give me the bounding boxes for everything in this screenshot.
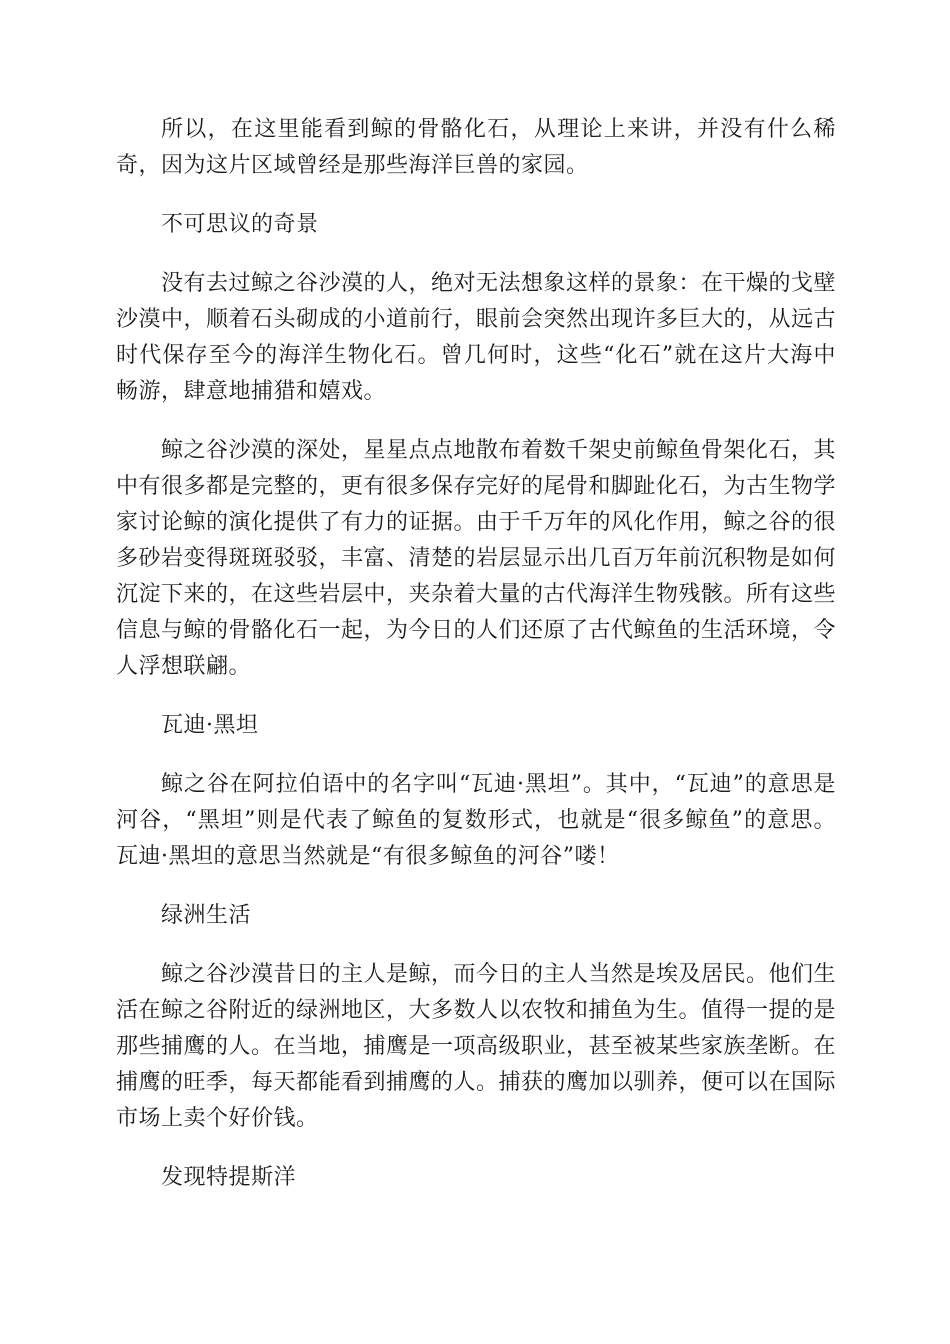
- section-heading-tethys: 发现特提斯洋: [161, 1165, 297, 1190]
- section-heading-oasis-life: 绿洲生活: [161, 903, 252, 928]
- paragraph-fossil-rationale: 所以，在这里能看到鲸的骨骼化石，从理论上来讲，并没有什么稀奇，因为这片区域曾经是那些海洋巨兽的家园。: [116, 117, 836, 178]
- section-heading-wadi-hitan: 瓦迪·黑坦: [161, 713, 259, 738]
- paragraph-name-meaning: 鲸之谷在阿拉伯语中的名字叫“瓦迪·黑坦”。其中，“瓦迪”的意思是河谷，“黑坦”则是代表了鲸鱼的复数形式，也就是“很多鲸鱼”的意思。瓦迪·黑坦的意思当然就是“有很多鲸鱼的河谷”喽！: [116, 772, 836, 869]
- paragraph-desert-scene: 没有去过鲸之谷沙漠的人，绝对无法想象这样的景象：在干燥的戈壁沙漠中，顺着石头砌成的小道前行，眼前会突然出现许多巨大的，从远古时代保存至今的海洋生物化石。曾几何时，这些“化石”就在这片大海中畅游，肆意地捕猎和嬉戏。: [116, 271, 837, 404]
- paragraph-skeleton-fossils: 鲸之谷沙漠的深处，星星点点地散布着数千架史前鲸鱼骨架化石，其中有很多都是完整的，更有很多保存完好的尾骨和脚趾化石，为古生物学家讨论鲸的演化提供了有力的证据。由于千万年的风化作用，鲸之谷的很多砂岩变得斑斑驳驳，丰富、清楚的岩层显示出几百万年前沉积物是如何沉淀下来的，在这些岩层中，夹杂着大量的古代海洋生物残骸。所有这些信息与鲸的骨骼化石一起，为今日的人们还原了古代鲸鱼的生活环境，令人浮想联翩。: [116, 438, 837, 679]
- paragraph-residents: 鲸之谷沙漠昔日的主人是鲸，而今日的主人当然是埃及居民。他们生活在鲸之谷附近的绿洲地区，大多数人以农牧和捕鱼为生。值得一提的是那些捕鹰的人。在当地，捕鹰是一项高级职业，甚至被某些家族垄断。在捕鹰的旺季，每天都能看到捕鹰的人。捕获的鹰加以驯养，便可以在国际市场上卖个好价钱。: [116, 962, 837, 1131]
- document-page: [116, 112, 836, 1219]
- section-heading-wonder: 不可思议的奇景: [161, 212, 319, 237]
